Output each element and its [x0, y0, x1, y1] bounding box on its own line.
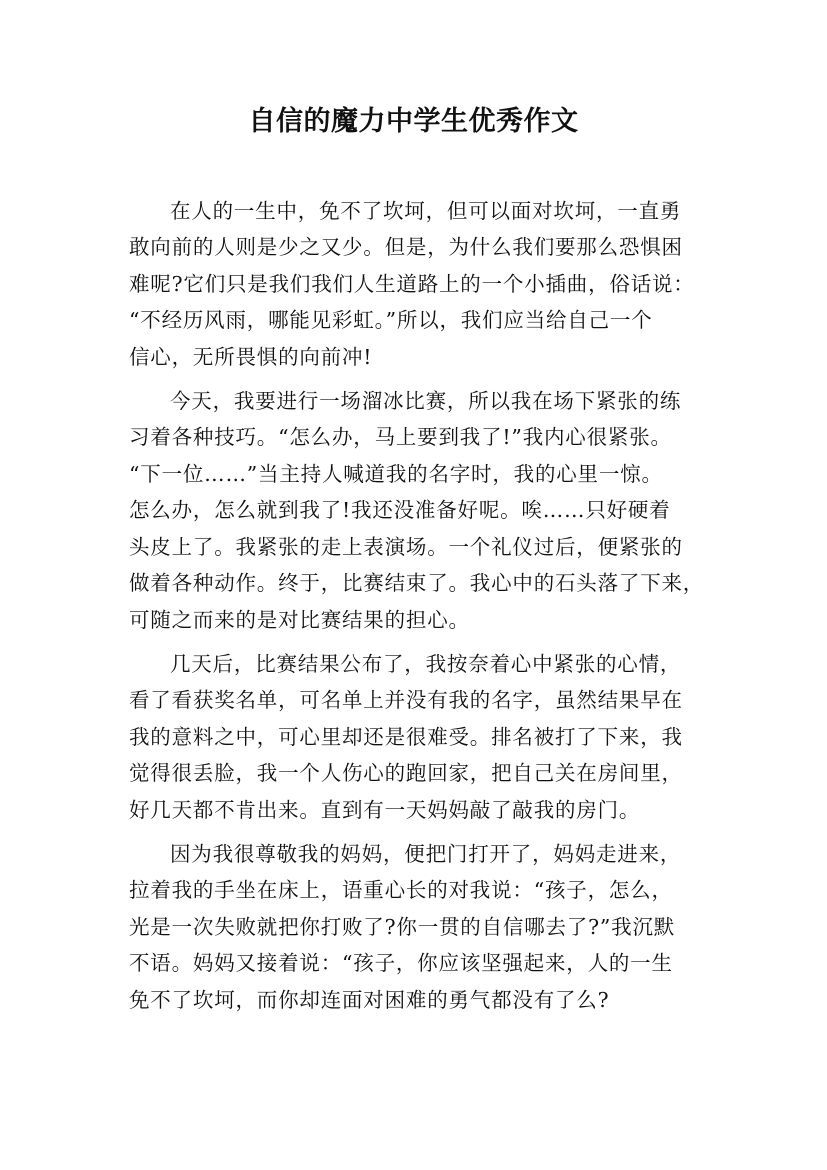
body-line-19: 拉着我的手坐在床上，语重心长的对我说：“孩子，怎么，	[129, 878, 673, 902]
body-line-6: 今天，我要进行一场溜冰比赛，所以我在场下紧张的练	[170, 389, 682, 413]
body-line-3: 难呢?它们只是我们我们人生道路上的一个小插曲，俗话说：	[129, 272, 695, 296]
document-title: 自信的魔力中学生优秀作文	[248, 106, 579, 137]
body-line-14: 看了看获奖名单，可名单上并没有我的名字，虽然结果早在	[129, 688, 683, 712]
body-line-4: “不经历风雨，哪能见彩虹。”所以，我们应当给自己一个	[129, 308, 653, 332]
body-line-11: 做着各种动作。终于，比赛结束了。我心中的石头落了下来，	[129, 571, 705, 595]
body-line-15: 我的意料之中，可心里却还是很难受。排名被打了下来，我	[129, 725, 683, 749]
body-line-21: 不语。妈妈又接着说：“孩子，你应该坚强起来，人的一生	[129, 951, 673, 975]
body-line-12: 可随之而来的是对比赛结果的担心。	[129, 608, 470, 632]
body-line-9: 怎么办，怎么就到我了!我还没准备好呢。唉……只好硬着	[129, 498, 671, 522]
body-line-10: 头皮上了。我紧张的走上表演场。一个礼仪过后，便紧张的	[129, 535, 683, 559]
body-line-1: 在人的一生中，免不了坎坷，但可以面对坎坷，一直勇	[170, 199, 682, 223]
body-line-16: 觉得很丢脸，我一个人伤心的跑回家，把自己关在房间里，	[129, 761, 683, 785]
body-line-13: 几天后，比赛结果公布了，我按奈着心中紧张的心情，	[170, 652, 682, 676]
body-line-18: 因为我很尊敬我的妈妈，便把门打开了，妈妈走进来，	[170, 842, 682, 866]
body-line-22: 免不了坎坷，而你却连面对困难的勇气都没有了么?	[129, 988, 610, 1012]
body-line-17: 好几天都不肯出来。直到有一天妈妈敲了敲我的房门。	[129, 798, 641, 822]
body-line-8: “下一位……”当主持人喊道我的名字时，我的心里一惊。	[129, 462, 663, 486]
body-line-20: 光是一次失败就把你打败了?你一贯的自信哪去了?”我沉默	[129, 915, 676, 939]
body-line-7: 习着各种技巧。“怎么办，马上要到我了!”我内心很紧张。	[129, 425, 672, 449]
body-line-5: 信心，无所畏惧的向前冲!	[129, 345, 373, 369]
body-line-2: 敢向前的人则是少之又少。但是，为什么我们要那么恐惧困	[129, 235, 683, 259]
